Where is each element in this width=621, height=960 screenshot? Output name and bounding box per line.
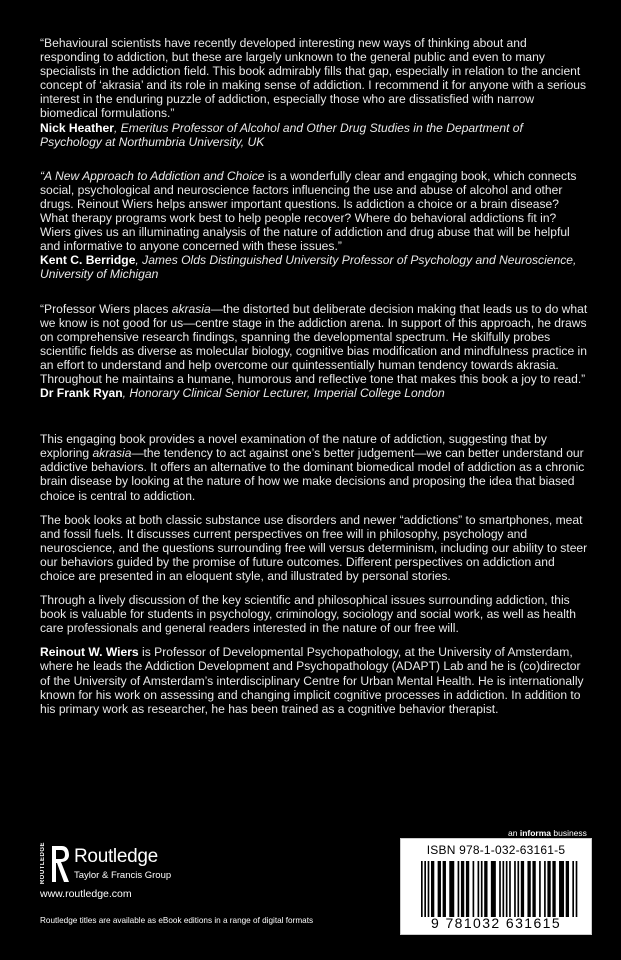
barcode-bar (517, 861, 519, 917)
barcode-bar (544, 861, 546, 917)
barcode-bar (559, 861, 564, 917)
quote-body: is a wonderfully clear and engaging book, which connects social, psychological and neuroscience factors influencing the use and abuse of alcohol and other drugs. Reinout Wiers helps answer important questions. Is addiction a choice or a brain disease? What therapy programs work best to help people recover? Where do behavioral addictions fit in? Wiers gives us an illuminating analysis of the nature of addiction and drug abuse that will be helpful and informative to anyone concerned with these issues.” (40, 168, 577, 254)
barcode-bar (572, 861, 574, 917)
quote-text (40, 302, 588, 387)
barcode-bar (443, 861, 446, 917)
routledge-r-icon (50, 844, 70, 884)
barcode-bar (506, 861, 508, 917)
description-paragraph-1: This engaging book provides a novel examination of the nature of addiction, suggesting that by exploring akrasia—the tendency to act against one’s better judgement—we can better understand our addictive behaviors. It offers an alternative to the dominant biomedical model of addiction as a chronic brain disease by looking at the nature of how we make decisions and proposing the idea that biased choice is central to addiction. (40, 432, 585, 503)
barcode-bar (514, 861, 516, 917)
barcode-bar (424, 861, 426, 917)
barcode-digits: 9 781032 631615 (431, 915, 561, 931)
routledge-logo (40, 842, 200, 892)
barcode-bar (502, 861, 504, 917)
endorser-title: , Honorary Clinical Senior Lecturer, Imperial College London (122, 386, 445, 401)
barcode-bar (466, 861, 469, 917)
barcode-bar (484, 861, 487, 917)
barcode-bar (521, 861, 524, 917)
barcode-bar (576, 861, 578, 917)
barcode-bar (449, 861, 454, 917)
endorser-name: Kent C. Berridge (40, 253, 136, 268)
barcode-bar (566, 861, 569, 917)
publisher-website: www.routledge.com (40, 888, 132, 900)
barcode-bar (499, 861, 501, 917)
barcode-bar (481, 861, 483, 917)
barcode-bar (547, 861, 550, 917)
quote-body: —the distorted but deliberate decision making that leads us to do what we know is not good for us—centre stage in the addiction arena. In support of this approach, he draws on comprehensive research findings, spanning the developmental spectrum. He skilfully probes scientific fields as diverse as molecular biology, cognitive bias modification and mindfulness practice in an effort to understand and help overcome our quintessentially human tendency towards akrasia. Throughout he maintains a humane, humorous and reflective tone that makes this book a joy to read.” (40, 301, 588, 386)
barcode-bar (431, 861, 434, 917)
endorsement-quote-2 (40, 169, 588, 282)
publisher-subtitle: Taylor & Francis Group (74, 870, 172, 881)
barcode-bar (461, 861, 464, 917)
barcode-bar (491, 861, 496, 917)
barcode-bar (428, 861, 430, 917)
author-name: Reinout W. Wiers (40, 645, 139, 660)
barcode-bar (438, 861, 441, 917)
barcode-bar (509, 861, 511, 917)
barcode-bar (421, 861, 423, 917)
isbn-text: ISBN 978-1-032-63161-5 (426, 843, 566, 857)
endorsement-quote-1 (40, 36, 588, 149)
author-bio-text: is Professor of Developmental Psychopathology, at the University of Amsterdam, where he leads the Addiction Development and Psychopathology (ADAPT) Lab and he is (co)director of the University of Amsterdam’s interdisciplinary Centre for Urban Mental Health. He is internationally known for his work on assessing and changing implicit cognitive processes in addiction. In addition to his primary work as researcher, he has been trained as a cognitive behavior therapist. (40, 645, 584, 716)
author-bio (40, 645, 588, 715)
endorser-name: Nick Heather (40, 120, 114, 135)
back-cover-content (40, 36, 588, 726)
barcode-bar (478, 861, 480, 917)
endorser-name: Dr Frank Ryan (40, 386, 123, 401)
barcode-bar (539, 861, 541, 917)
quote-text (40, 169, 588, 254)
logo-vertical-text: ROUTLEDGE (40, 842, 46, 885)
barcode-bar (473, 861, 475, 917)
endorser-title: , James Olds Distinguished University Professor of Psychology and Neuroscience, University of Michigan (40, 253, 577, 282)
quote-text: “Behavioural scientists have recently developed interesting new ways of thinking about and responding to addiction, but these are largely unknown to the general public and even to many specialists in the addiction field. This book admirably fills that gap, especially in relation to the ancient concept of ‘akrasia’ and its role in making sense of addiction. I recommend it for anyone with a serious interest in the enduring puzzle of addiction, especially those who are dissatisfied with narrow biomedical formulations.” (40, 36, 587, 121)
endorsement-quote-3 (40, 302, 588, 401)
quote-lead: “Professor Wiers places (40, 301, 172, 316)
barcode-bar (527, 861, 530, 917)
informa-business-tag: an informa business (508, 828, 587, 838)
barcode-bar (532, 861, 535, 917)
description-paragraph-3: Through a lively discussion of the key scientific and philosophical issues surrounding addiction, this book is valuable for students in psychology, criminology, sociology and social work, as well as health care professionals and general readers interested in the nature of our free will. (40, 593, 576, 636)
description-paragraph-2: The book looks at both classic substance use disorders and newer “addictions” to smartphones, meat and fossil fuels. It discusses current perspectives on free will in philosophy, psychology and neuroscience, and the questions surrounding free will versus determinism, including our ability to steer our behaviors guided by the promise of future outcomes. Different perspectives on addiction and choice are presented in an eloquent style, and illustrated by personal stories. (40, 512, 588, 583)
barcode (419, 861, 581, 917)
barcode-bar (552, 861, 555, 917)
isbn-barcode-box (400, 838, 592, 935)
ebook-note: Routledge titles are available as eBook editions in a range of digital formats (40, 916, 314, 925)
book-title-italic: “A New Approach to Addiction and Choice (40, 168, 265, 183)
publisher-name: Routledge (74, 846, 158, 867)
akrasia-italic: akrasia (171, 301, 211, 316)
endorser-title: , Emeritus Professor of Alcohol and Other Drug Studies in the Department of Psychology at Northumbria University, UK (40, 120, 523, 149)
barcode-bar (458, 861, 460, 917)
